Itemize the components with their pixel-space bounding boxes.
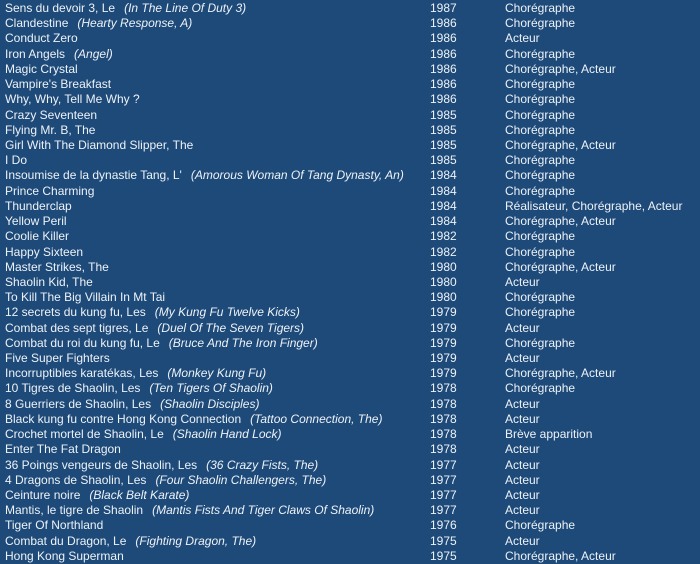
film-role: Acteur bbox=[505, 442, 540, 457]
film-title: Combat du roi du kung fu, Le bbox=[5, 335, 160, 350]
film-title-cell bbox=[5, 62, 430, 77]
film-title-cell bbox=[5, 473, 430, 488]
film-title-cell bbox=[5, 442, 430, 457]
film-role: Chorégraphe, Acteur bbox=[505, 548, 616, 563]
film-title-cell bbox=[5, 412, 430, 427]
film-role: Chorégraphe bbox=[505, 305, 576, 320]
film-role: Chorégraphe bbox=[505, 1, 576, 15]
film-title-cell bbox=[5, 229, 430, 244]
film-title-cell bbox=[5, 153, 430, 168]
film-row bbox=[5, 412, 700, 427]
film-alt-title: (Ten Tigers Of Shaolin) bbox=[149, 381, 273, 396]
film-title: Tiger Of Northland bbox=[5, 518, 104, 533]
film-title-cell bbox=[5, 549, 430, 564]
film-title: Vampire's Breakfast bbox=[5, 77, 112, 92]
film-role: Chorégraphe bbox=[505, 183, 576, 198]
film-role: Acteur bbox=[505, 320, 540, 335]
film-year: 1982 bbox=[430, 244, 457, 259]
film-year: 1986 bbox=[430, 92, 457, 107]
film-title-cell bbox=[5, 123, 430, 138]
film-alt-title: (Hearty Response, A) bbox=[77, 16, 193, 31]
film-row bbox=[5, 123, 700, 138]
film-row bbox=[5, 108, 700, 123]
film-year: 1977 bbox=[430, 503, 457, 518]
film-role: Chorégraphe, Acteur bbox=[505, 259, 616, 274]
film-row bbox=[5, 245, 700, 260]
film-row bbox=[5, 488, 700, 503]
film-title-cell bbox=[5, 427, 430, 442]
film-title: Mantis, le tigre de Shaolin bbox=[5, 503, 144, 518]
film-role: Brève apparition bbox=[505, 427, 593, 442]
film-title-cell bbox=[5, 503, 430, 518]
film-year: 1978 bbox=[430, 427, 457, 442]
film-title-cell bbox=[5, 275, 430, 290]
film-title: 8 Guerriers de Shaolin, Les bbox=[5, 396, 152, 411]
film-row bbox=[5, 168, 700, 183]
film-year: 1978 bbox=[430, 442, 457, 457]
film-row bbox=[5, 366, 700, 381]
film-role: Chorégraphe bbox=[505, 107, 576, 122]
film-alt-title: (Tattoo Connection, The) bbox=[250, 411, 383, 426]
film-row bbox=[5, 473, 700, 488]
film-role: Chorégraphe bbox=[505, 92, 576, 107]
film-role: Chorégraphe, Acteur bbox=[505, 61, 616, 76]
film-role: Chorégraphe bbox=[505, 229, 576, 244]
film-role: Chorégraphe, Acteur bbox=[505, 137, 616, 152]
film-year: 1979 bbox=[430, 305, 457, 320]
film-role: Chorégraphe bbox=[505, 77, 576, 92]
film-row bbox=[5, 549, 700, 564]
film-role: Chorégraphe bbox=[505, 16, 576, 31]
film-title: Prince Charming bbox=[5, 183, 95, 198]
film-title: 36 Poings vengeurs de Shaolin, Les bbox=[5, 457, 198, 472]
film-title: 10 Tigres de Shaolin, Les bbox=[5, 381, 141, 396]
film-title-cell bbox=[5, 77, 430, 92]
film-title-cell bbox=[5, 184, 430, 199]
film-title: Happy Sixteen bbox=[5, 244, 84, 259]
film-title: Why, Why, Tell Me Why ? bbox=[5, 92, 140, 107]
film-title: Insoumise de la dynastie Tang, L' bbox=[5, 168, 182, 183]
film-alt-title: (Monkey Kung Fu) bbox=[167, 366, 267, 381]
film-year: 1986 bbox=[430, 61, 457, 76]
film-year: 1979 bbox=[430, 335, 457, 350]
film-role: Chorégraphe bbox=[505, 168, 576, 183]
film-row bbox=[5, 77, 700, 92]
film-role: Acteur bbox=[505, 31, 540, 46]
film-row bbox=[5, 138, 700, 153]
film-row bbox=[5, 351, 700, 366]
film-title-cell bbox=[5, 351, 430, 366]
film-role: Acteur bbox=[505, 488, 540, 502]
film-alt-title: (My Kung Fu Twelve Kicks) bbox=[154, 305, 300, 320]
film-title-cell bbox=[5, 31, 430, 46]
film-title: Thunderclap bbox=[5, 198, 72, 213]
film-year: 1977 bbox=[430, 457, 457, 472]
film-title: Conduct Zero bbox=[5, 31, 78, 46]
film-title: Hong Kong Superman bbox=[5, 548, 124, 563]
film-role: Acteur bbox=[505, 274, 540, 289]
film-title: Combat des sept tigres, Le bbox=[5, 320, 149, 335]
film-role: Acteur bbox=[505, 503, 540, 518]
film-alt-title: (Duel Of The Seven Tigers) bbox=[157, 320, 305, 335]
film-role: Chorégraphe bbox=[505, 122, 576, 137]
film-row bbox=[5, 427, 700, 442]
film-alt-title: (Fighting Dragon, The) bbox=[135, 533, 257, 548]
film-alt-title: (Shaolin Hand Lock) bbox=[172, 427, 282, 442]
film-title-cell bbox=[5, 199, 430, 214]
film-alt-title: (36 Crazy Fists, The) bbox=[206, 457, 319, 472]
film-row bbox=[5, 260, 700, 275]
film-year: 1985 bbox=[430, 122, 457, 137]
film-year: 1975 bbox=[430, 548, 457, 563]
film-title: Five Super Fighters bbox=[5, 351, 110, 366]
film-role: Chorégraphe bbox=[505, 290, 576, 305]
film-title-cell bbox=[5, 245, 430, 260]
film-row bbox=[5, 503, 700, 518]
film-title: Crochet mortel de Shaolin, Le bbox=[5, 427, 164, 442]
film-row bbox=[5, 290, 700, 305]
film-title-cell bbox=[5, 305, 430, 320]
film-alt-title: (Amorous Woman Of Tang Dynasty, An) bbox=[190, 168, 404, 183]
film-year: 1979 bbox=[430, 366, 457, 381]
film-title: Clandestine bbox=[5, 16, 69, 31]
film-title-cell bbox=[5, 336, 430, 351]
film-row bbox=[5, 214, 700, 229]
film-row bbox=[5, 336, 700, 351]
film-title: Coolie Killer bbox=[5, 229, 70, 244]
film-year: 1987 bbox=[430, 1, 457, 15]
film-year: 1977 bbox=[430, 472, 457, 487]
film-role: Acteur bbox=[505, 472, 540, 487]
film-title-cell bbox=[5, 397, 430, 412]
film-title-cell bbox=[5, 518, 430, 533]
film-title-cell bbox=[5, 534, 430, 549]
film-title: To Kill The Big Villain In Mt Tai bbox=[5, 290, 166, 305]
film-title: 12 secrets du kung fu, Les bbox=[5, 305, 146, 320]
film-title: Iron Angels bbox=[5, 46, 66, 61]
film-row bbox=[5, 381, 700, 396]
film-row bbox=[5, 16, 700, 31]
film-row bbox=[5, 275, 700, 290]
film-year: 1984 bbox=[430, 168, 457, 183]
film-title-cell bbox=[5, 488, 430, 503]
film-alt-title: (Shaolin Disciples) bbox=[160, 396, 260, 411]
film-title: 4 Dragons de Shaolin, Les bbox=[5, 472, 147, 487]
film-row bbox=[5, 153, 700, 168]
film-row bbox=[5, 31, 700, 46]
film-title: Ceinture noire bbox=[5, 488, 81, 502]
film-year: 1978 bbox=[430, 381, 457, 396]
film-role: Chorégraphe bbox=[505, 381, 576, 396]
film-title: Sens du devoir 3, Le bbox=[5, 1, 116, 15]
film-row bbox=[5, 199, 700, 214]
film-row bbox=[5, 184, 700, 199]
film-title: Magic Crystal bbox=[5, 61, 78, 76]
film-year: 1979 bbox=[430, 351, 457, 366]
film-role: Acteur bbox=[505, 351, 540, 366]
film-role: Chorégraphe bbox=[505, 518, 576, 533]
film-row bbox=[5, 229, 700, 244]
film-title-cell bbox=[5, 47, 430, 62]
film-row bbox=[5, 518, 700, 533]
film-title: Enter The Fat Dragon bbox=[5, 442, 121, 457]
film-title: Combat du Dragon, Le bbox=[5, 533, 127, 548]
film-year: 1986 bbox=[430, 16, 457, 31]
film-title: Yellow Peril bbox=[5, 214, 67, 229]
film-title: Crazy Seventeen bbox=[5, 107, 98, 122]
film-title: I Do bbox=[5, 153, 28, 168]
film-year: 1986 bbox=[430, 77, 457, 92]
film-title-cell bbox=[5, 381, 430, 396]
film-title-cell bbox=[5, 458, 430, 473]
film-title: Incorruptibles karatékas, Les bbox=[5, 366, 159, 381]
film-title: Shaolin Kid, The bbox=[5, 274, 93, 289]
film-year: 1984 bbox=[430, 198, 457, 213]
film-year: 1985 bbox=[430, 137, 457, 152]
film-role: Chorégraphe bbox=[505, 153, 576, 168]
film-role: Chorégraphe, Acteur bbox=[505, 214, 616, 229]
film-role: Réalisateur, Chorégraphe, Acteur bbox=[505, 198, 683, 213]
film-role: Acteur bbox=[505, 457, 540, 472]
film-role: Chorégraphe, Acteur bbox=[505, 366, 616, 381]
film-title: Flying Mr. B, The bbox=[5, 122, 96, 137]
film-role: Chorégraphe bbox=[505, 46, 576, 61]
film-year: 1986 bbox=[430, 46, 457, 61]
film-role: Acteur bbox=[505, 411, 540, 426]
film-year: 1980 bbox=[430, 274, 457, 289]
film-year: 1985 bbox=[430, 107, 457, 122]
film-row bbox=[5, 442, 700, 457]
film-title-cell bbox=[5, 168, 430, 183]
film-year: 1978 bbox=[430, 411, 457, 426]
film-year: 1979 bbox=[430, 320, 457, 335]
film-year: 1978 bbox=[430, 396, 457, 411]
film-alt-title: (In The Line Of Duty 3) bbox=[124, 1, 247, 15]
film-year: 1975 bbox=[430, 533, 457, 548]
film-title-cell bbox=[5, 16, 430, 31]
film-year: 1982 bbox=[430, 229, 457, 244]
film-row bbox=[5, 458, 700, 473]
film-year: 1985 bbox=[430, 153, 457, 168]
film-alt-title: (Bruce And The Iron Finger) bbox=[168, 335, 318, 350]
film-alt-title: (Angel) bbox=[74, 46, 113, 61]
film-alt-title: (Mantis Fists And Tiger Claws Of Shaolin) bbox=[152, 503, 375, 518]
film-role: Chorégraphe bbox=[505, 244, 576, 259]
film-title: Black kung fu contre Hong Kong Connection bbox=[5, 411, 242, 426]
film-year: 1980 bbox=[430, 290, 457, 305]
film-row bbox=[5, 534, 700, 549]
film-row bbox=[5, 305, 700, 320]
film-title: Master Strikes, The bbox=[5, 259, 109, 274]
film-row bbox=[5, 62, 700, 77]
film-year: 1976 bbox=[430, 518, 457, 533]
film-title-cell bbox=[5, 290, 430, 305]
film-alt-title: (Black Belt Karate) bbox=[89, 488, 190, 502]
film-row bbox=[5, 1, 700, 16]
film-role: Chorégraphe bbox=[505, 335, 576, 350]
film-title-cell bbox=[5, 138, 430, 153]
film-year: 1986 bbox=[430, 31, 457, 46]
film-title: Girl With The Diamond Slipper, The bbox=[5, 137, 194, 152]
film-title-cell bbox=[5, 92, 430, 107]
film-title-cell bbox=[5, 366, 430, 381]
film-title-cell bbox=[5, 1, 430, 16]
film-row bbox=[5, 92, 700, 107]
film-year: 1984 bbox=[430, 214, 457, 229]
film-title-cell bbox=[5, 260, 430, 275]
film-title-cell bbox=[5, 108, 430, 123]
film-row bbox=[5, 321, 700, 336]
film-title-cell bbox=[5, 214, 430, 229]
film-row bbox=[5, 47, 700, 62]
film-year: 1984 bbox=[430, 183, 457, 198]
film-year: 1977 bbox=[430, 488, 457, 502]
film-year: 1980 bbox=[430, 259, 457, 274]
film-alt-title: (Four Shaolin Challengers, The) bbox=[155, 472, 327, 487]
film-title-cell bbox=[5, 321, 430, 336]
film-row bbox=[5, 397, 700, 412]
film-role: Acteur bbox=[505, 396, 540, 411]
film-role: Acteur bbox=[505, 533, 540, 548]
